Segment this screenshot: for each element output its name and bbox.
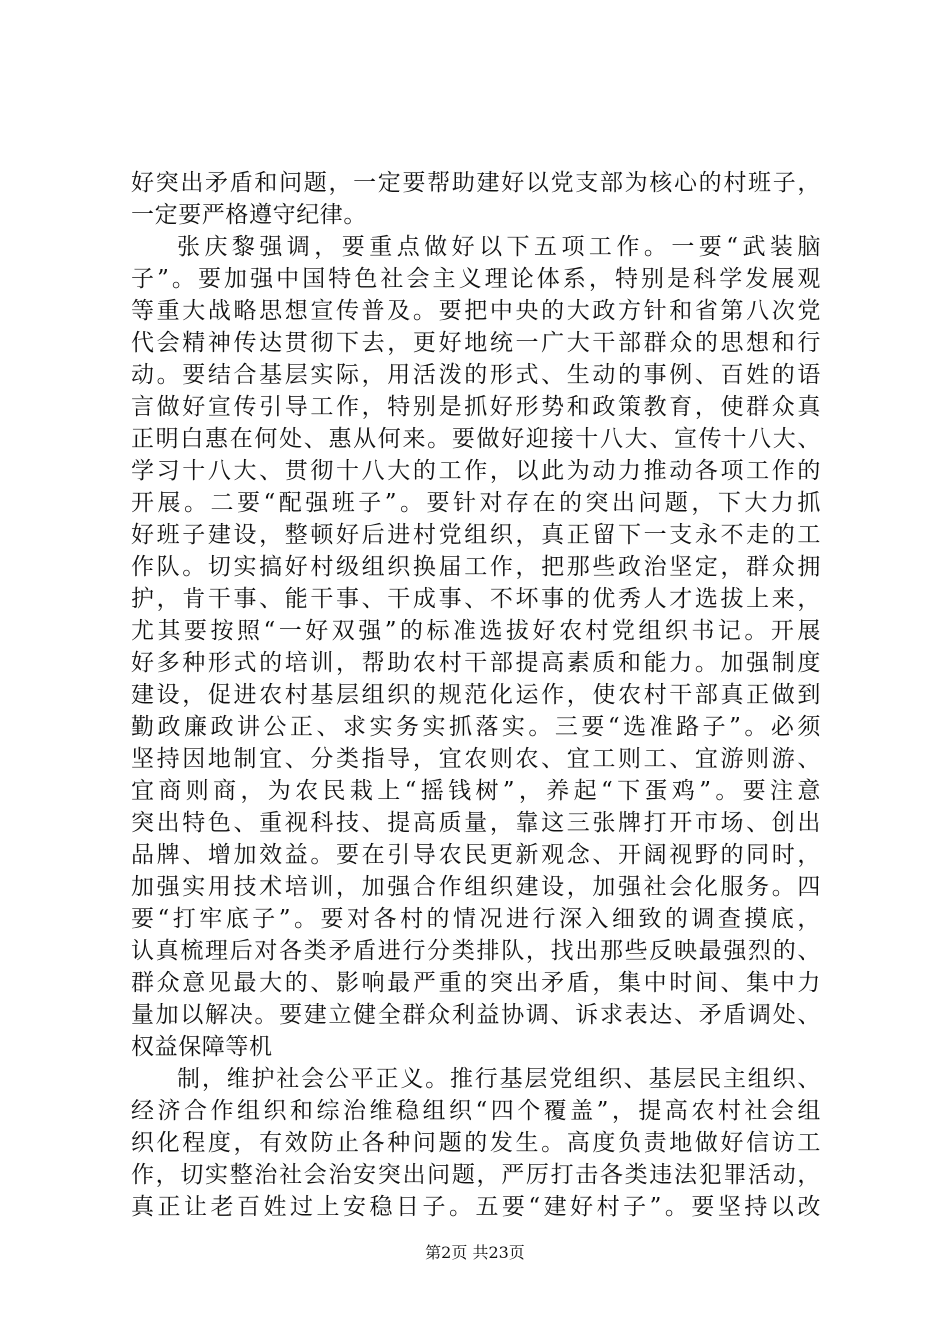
text-line: 群众意见最大的、影响最严重的突出矛盾，集中时间、集中力 [131, 970, 821, 996]
text-line: 制，维护社会公平正义。推行基层党组织、基层民主组织、 [177, 1066, 821, 1092]
text-line: 量加以解决。要建立健全群众利益协调、诉求表达、矛盾调处、 [131, 1002, 821, 1028]
text-line: 一定要严格遵守纪律。 [131, 202, 367, 228]
text-line: 开展。二要“配强班子”。要针对存在的突出问题，下大力抓 [131, 490, 821, 516]
text-line: 织化程度，有效防止各种问题的发生。高度负责地做好信访工 [131, 1130, 821, 1156]
text-line: 作队。切实搞好村级组织换届工作，把那些政治坚定，群众拥 [131, 554, 821, 580]
text-line: 张庆黎强调，要重点做好以下五项工作。一要“武装脑 [177, 234, 821, 260]
text-line: 坚持因地制宜、分类指导，宜农则农、宜工则工、宜游则游、 [131, 746, 821, 772]
text-line: 经济合作组织和综治维稳组织“四个覆盖”，提高农村社会组 [131, 1098, 821, 1124]
text-line: 品牌、增加效益。要在引导农民更新观念、开阔视野的同时， [131, 842, 821, 868]
text-line: 要“打牢底子”。要对各村的情况进行深入细致的调查摸底， [131, 906, 821, 932]
text-line: 勤政廉政讲公正、求实务实抓落实。三要“选准路子”。必须 [131, 714, 821, 740]
text-line: 等重大战略思想宣传普及。要把中央的大政方针和省第八次党 [131, 298, 821, 324]
page-footer [0, 1240, 950, 1263]
text-line: 言做好宣传引导工作，特别是抓好形势和政策教育，使群众真 [131, 394, 821, 420]
text-line: 认真梳理后对各类矛盾进行分类排队，找出那些反映最强烈的、 [131, 938, 821, 964]
text-line: 好多种形式的培训，帮助农村干部提高素质和能力。加强制度 [131, 650, 821, 676]
text-line: 真正让老百姓过上安稳日子。五要“建好村子”。要坚持以改 [131, 1194, 821, 1220]
text-line: 动。要结合基层实际，用活泼的形式、生动的事例、百姓的语 [131, 362, 821, 388]
text-line: 权益保障等机 [131, 1034, 273, 1060]
text-line: 正明白惠在何处、惠从何来。要做好迎接十八大、宣传十八大、 [131, 426, 821, 452]
body-text [131, 167, 821, 1223]
text-line: 建设，促进农村基层组织的规范化运作，使农村干部真正做到 [131, 682, 821, 708]
text-line: 好突出矛盾和问题，一定要帮助建好以党支部为核心的村班子， [131, 170, 821, 196]
text-line: 突出特色、重视科技、提高质量，靠这三张牌打开市场、创出 [131, 810, 821, 836]
text-line: 护，肯干事、能干事、干成事、不坏事的优秀人才选拔上来， [131, 586, 821, 612]
text-line: 尤其要按照“一好双强”的标准选拔好农村党组织书记。开展 [131, 618, 821, 644]
text-line: 作，切实整治社会治安突出问题，严厉打击各类违法犯罪活动， [131, 1162, 821, 1188]
text-line: 宜商则商，为农民栽上“摇钱树”，养起“下蛋鸡”。要注意 [131, 778, 821, 804]
text-line: 好班子建设，整顿好后进村党组织，真正留下一支永不走的工 [131, 522, 821, 548]
text-line: 子”。要加强中国特色社会主义理论体系，特别是科学发展观 [131, 266, 821, 292]
text-line: 学习十八大、贯彻十八大的工作，以此为动力推动各项工作的 [131, 458, 821, 484]
page-number: 第2页 共23页 [425, 1243, 525, 1262]
text-line: 代会精神传达贯彻下去，更好地统一广大干部群众的思想和行 [131, 330, 821, 356]
text-line: 加强实用技术培训，加强合作组织建设，加强社会化服务。四 [131, 874, 821, 900]
